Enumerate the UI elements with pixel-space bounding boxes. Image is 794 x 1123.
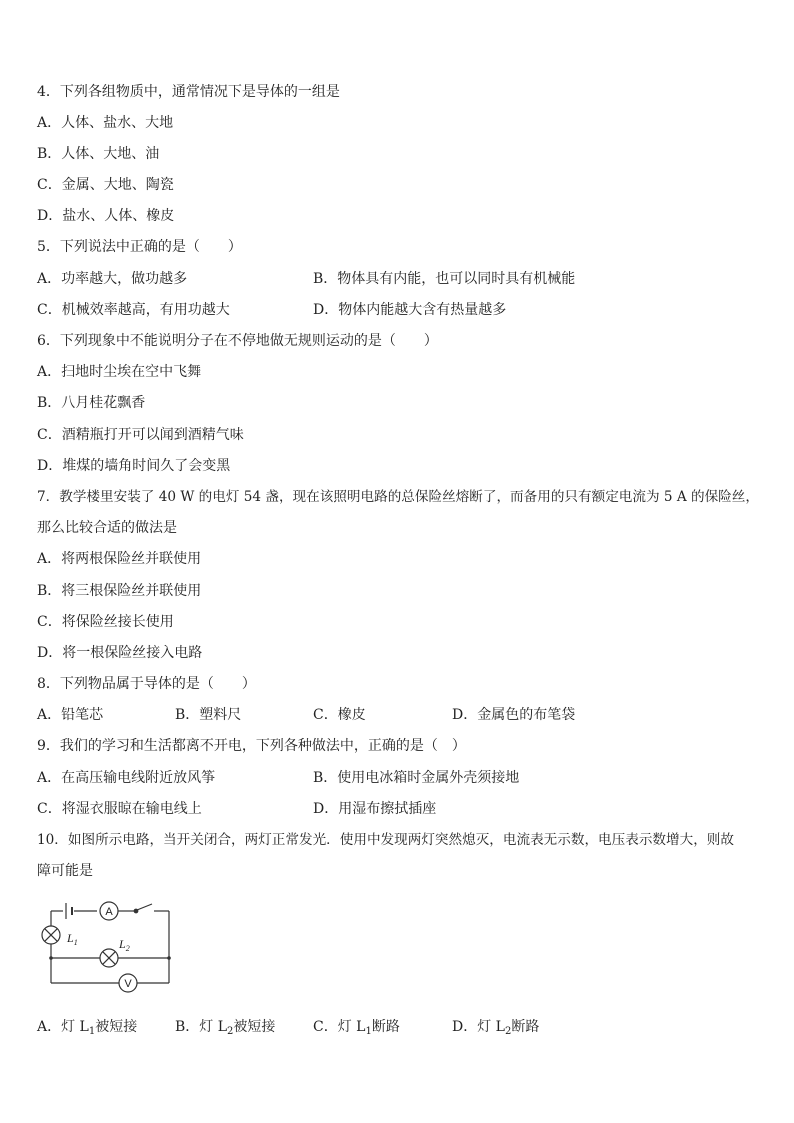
question-5-option-a: A．功率越大，做功越多 <box>37 271 188 287</box>
question-10-option-d: D．灯 $L_2$断路 <box>452 1019 540 1037</box>
question-10-option-a: A．灯 $L_1$被短接 <box>37 1019 138 1037</box>
question-6-option-c: C．酒精瓶打开可以闻到酒精气味 <box>37 427 244 443</box>
question-8-option-a: A．铅笔芯 <box>37 707 104 723</box>
voltmeter-label: V <box>124 978 132 990</box>
question-8-option-d: D．金属色的布笔袋 <box>452 707 576 723</box>
question-4-option-d: D．盐水、人体、橡皮 <box>37 208 175 224</box>
question-6-option-a: A．扫地时尘埃在空中飞舞 <box>37 364 202 380</box>
ammeter-label: A <box>105 906 113 918</box>
question-7-option-c: C．将保险丝接长使用 <box>37 614 174 630</box>
question-6-option-d: D．堆煤的墙角时间久了会变黑 <box>37 458 231 474</box>
question-9-option-d: D．用湿布擦拭插座 <box>313 801 437 817</box>
question-7-stem-line1: 7．教学楼里安装了 40 W 的电灯 54 盏，现在该照明电路的总保险丝熔断了，而备用的只有额定电流为 5 A 的保险丝， <box>37 489 759 505</box>
question-4-option-b: B．人体、大地、油 <box>37 146 160 162</box>
question-9-option-c: C．将湿衣服晾在输电线上 <box>37 801 202 817</box>
question-4-option-c: C．金属、大地、陶瓷 <box>37 177 174 193</box>
lamp2-label: $L_2$ <box>119 937 130 953</box>
question-7-option-b: B．将三根保险丝并联使用 <box>37 583 202 599</box>
question-9-option-b: B．使用电冰箱时金属外壳须接地 <box>313 770 520 786</box>
question-4-option-a: A．人体、盐水、大地 <box>37 115 174 131</box>
question-7-stem-line2: 那么比较合适的做法是 <box>37 520 177 536</box>
question-4-stem: 4．下列各组物质中，通常情况下是导体的一组是 <box>37 84 340 100</box>
junction-dot <box>49 956 53 960</box>
question-8-stem: 8．下列物品属于导体的是（ ） <box>37 676 256 692</box>
question-6-option-b: B．八月桂花飘香 <box>37 395 146 411</box>
junction-dot <box>167 956 171 960</box>
question-7-option-d: D．将一根保险丝接入电路 <box>37 645 203 661</box>
question-10-option-c: C．灯 $L_1$断路 <box>313 1019 400 1037</box>
circuit-diagram <box>36 895 176 997</box>
question-5-stem: 5．下列说法中正确的是（ ） <box>37 239 242 255</box>
question-9-stem: 9．我们的学习和生活都离不开电，下列各种做法中，正确的是（ ） <box>37 738 466 754</box>
question-8-option-b: B．塑料尺 <box>175 707 242 723</box>
question-8-option-c: C．橡皮 <box>313 707 366 723</box>
question-10-stem-line1: 10．如图所示电路，当开关闭合，两灯正常发光．使用中发现两灯突然熄灭，电流表无示数，电压表示数增大，则故 <box>37 832 734 848</box>
question-9-option-a: A．在高压输电线附近放风筝 <box>37 770 216 786</box>
question-5-option-b: B．物体具有内能，也可以同时具有机械能 <box>313 271 576 287</box>
question-5-option-c: C．机械效率越高，有用功越大 <box>37 302 230 318</box>
question-10-stem-line2: 障可能是 <box>37 863 93 879</box>
question-5-option-d: D．物体内能越大含有热量越多 <box>313 302 507 318</box>
question-7-option-a: A．将两根保险丝并联使用 <box>37 551 202 567</box>
question-10-option-b: B．灯 $L_2$被短接 <box>175 1019 276 1037</box>
switch-icon <box>137 904 152 910</box>
question-6-stem: 6．下列现象中不能说明分子在不停地做无规则运动的是（ ） <box>37 333 438 349</box>
lamp1-label: $L_1$ <box>67 931 78 947</box>
